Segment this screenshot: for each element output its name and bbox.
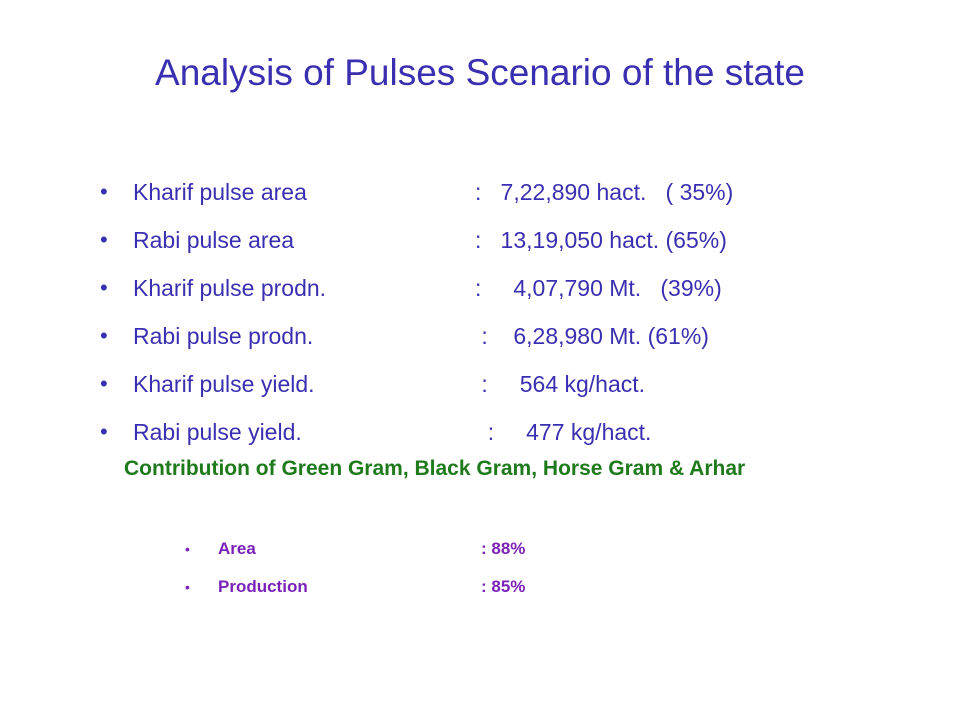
contribution-value: : 85% [481, 577, 526, 596]
stat-value: : 4,07,790 Mt. (39%) [475, 275, 722, 301]
bullet-icon: • [100, 227, 108, 252]
stat-label: Kharif pulse yield. [133, 371, 315, 397]
bullet-icon: • [100, 419, 108, 444]
bullet-icon: • [100, 179, 108, 204]
stat-value: : 564 kg/hact. [475, 371, 646, 397]
slide-title: Analysis of Pulses Scenario of the state [155, 52, 805, 93]
contribution-label: Area [218, 539, 256, 558]
bullet-icon: • [100, 275, 108, 300]
stat-value: : 13,19,050 hact. (65%) [475, 227, 727, 253]
contribution-note: Contribution of Green Gram, Black Gram, Horse Gram & Arhar [124, 457, 746, 480]
stat-label: Rabi pulse yield. [133, 419, 302, 445]
stat-value: : 6,28,980 Mt. (61%) [475, 323, 709, 349]
stat-value: : 477 kg/hact. [475, 419, 652, 445]
contribution-value: : 88% [481, 539, 526, 558]
stat-label: Kharif pulse prodn. [133, 275, 327, 301]
bullet-icon: • [185, 579, 190, 595]
stat-value: : 7,22,890 hact. ( 35%) [475, 179, 734, 205]
bullet-icon: • [100, 323, 108, 348]
stat-label: Kharif pulse area [133, 179, 307, 205]
bullet-icon: • [185, 541, 190, 557]
stat-label: Rabi pulse prodn. [133, 323, 314, 349]
bullet-icon: • [100, 371, 108, 396]
stat-label: Rabi pulse area [133, 227, 295, 253]
contribution-label: Production [218, 577, 308, 596]
